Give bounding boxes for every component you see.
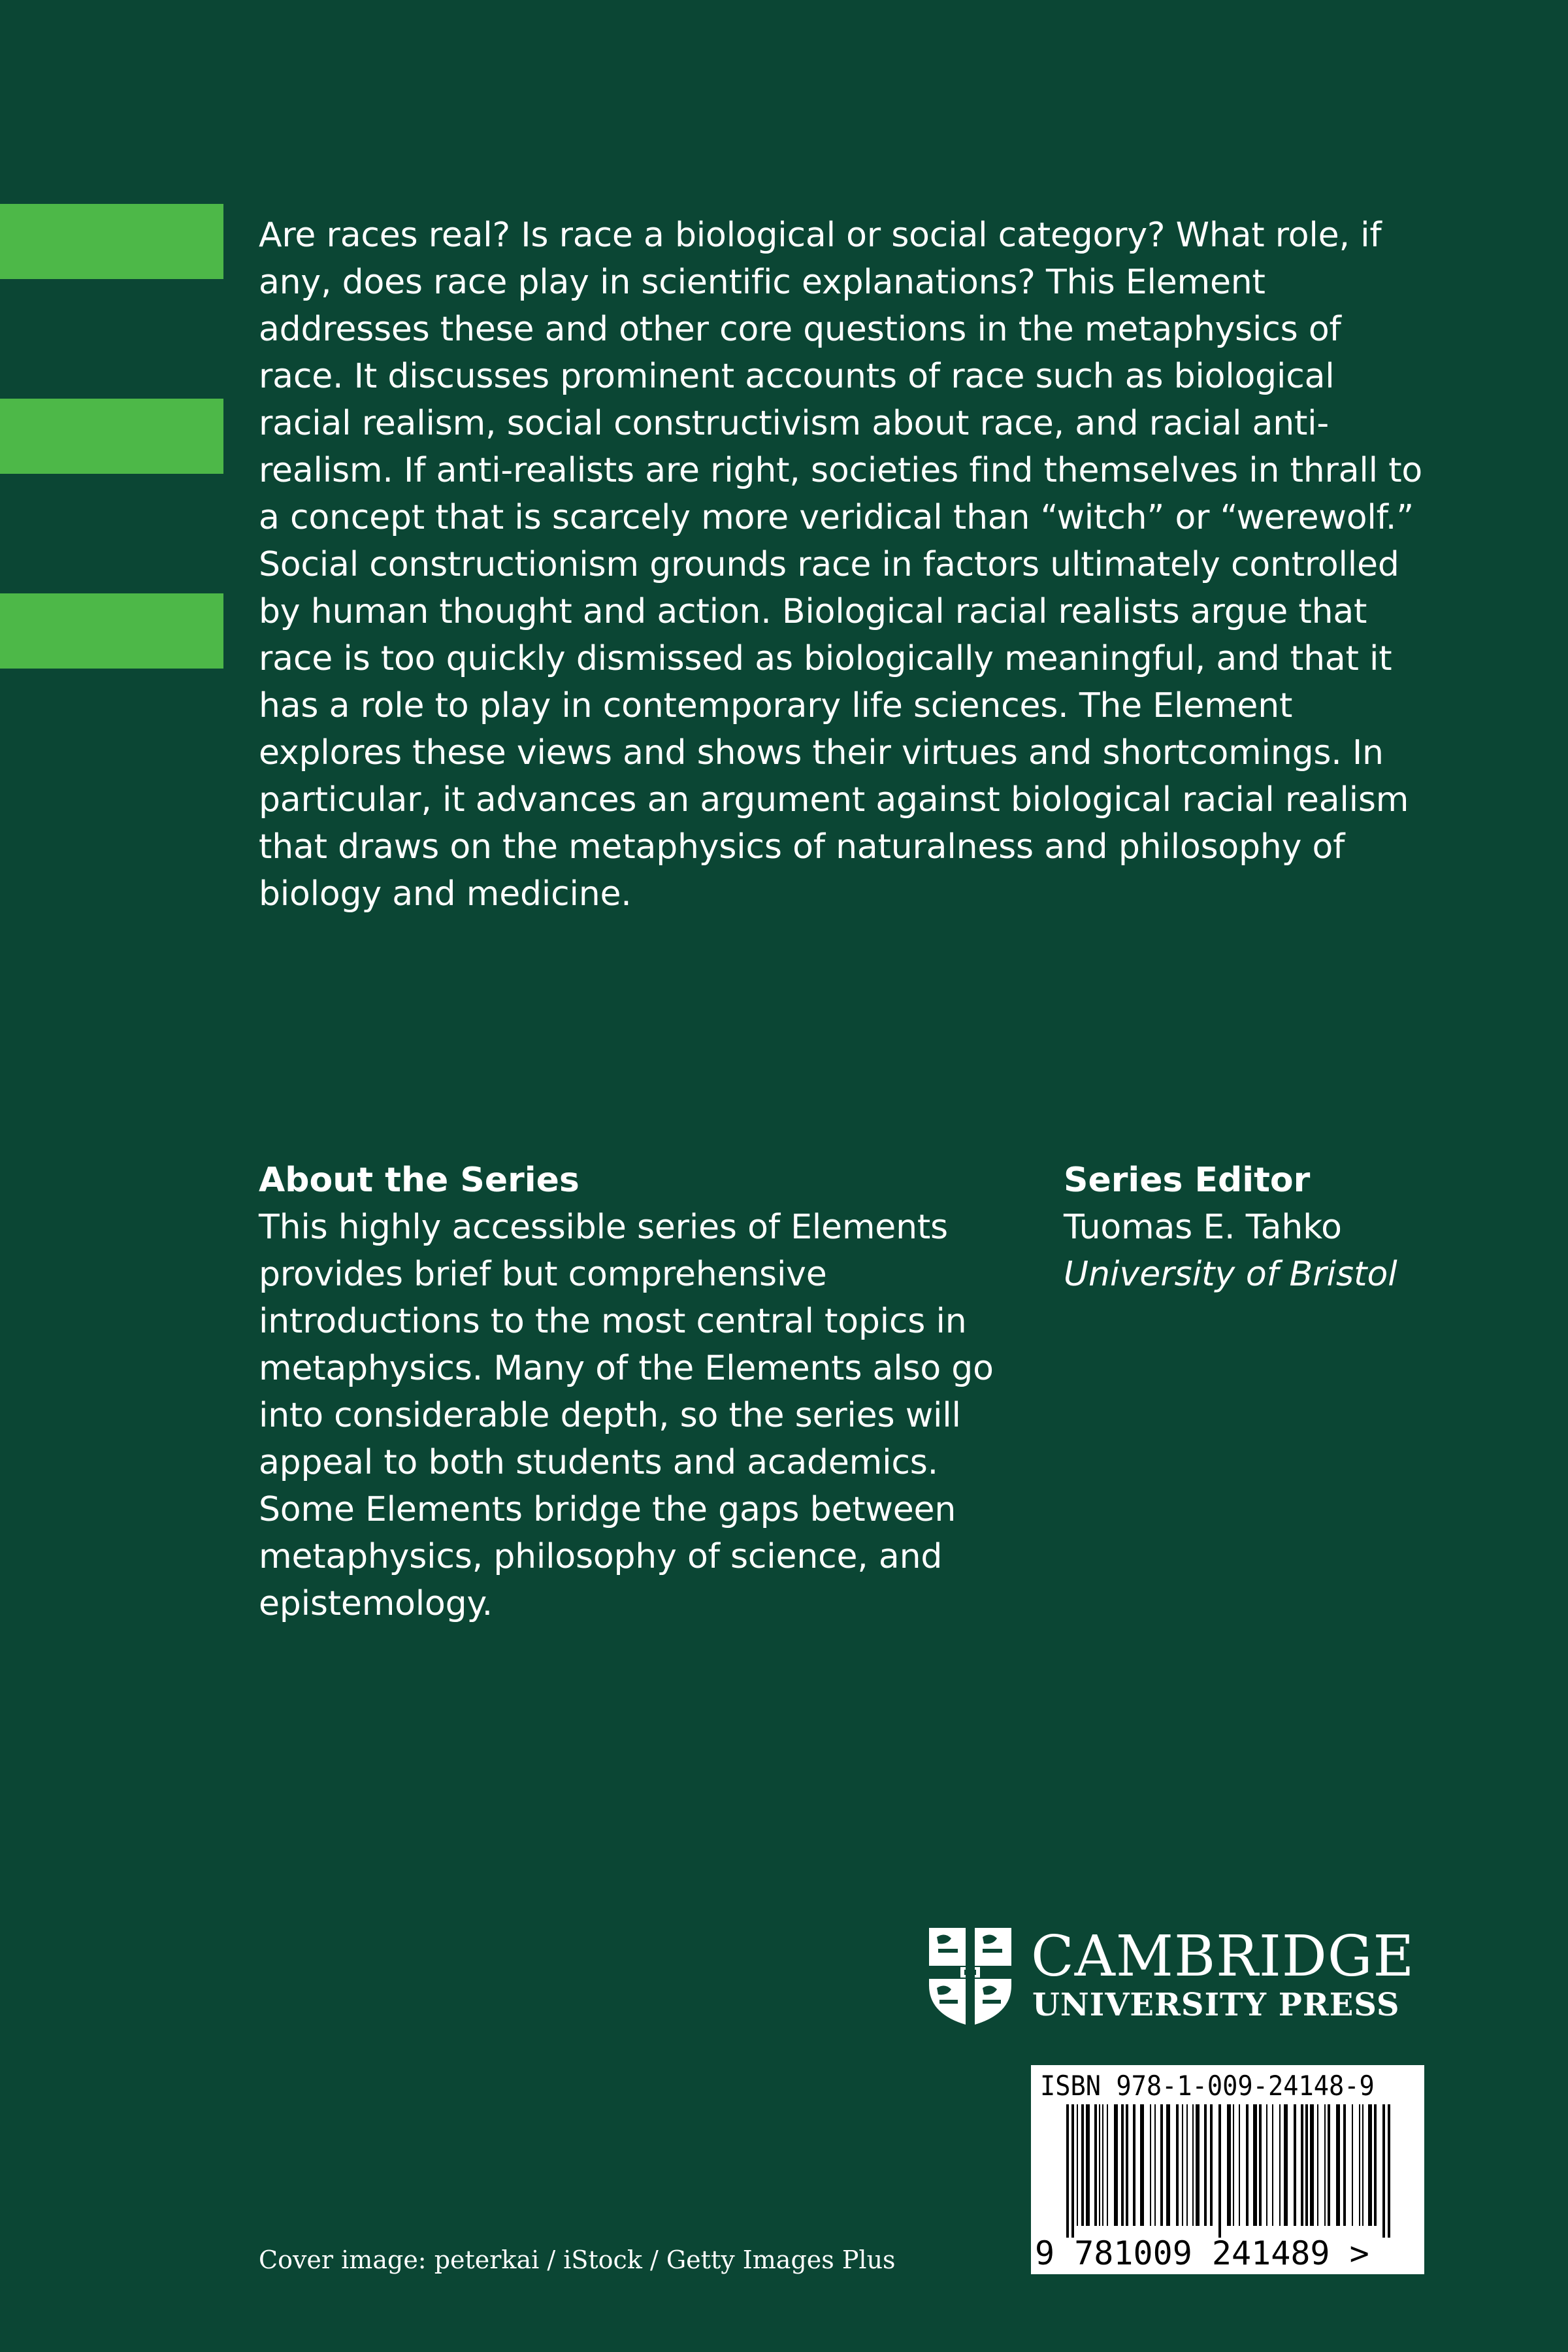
accent-stripe xyxy=(0,399,223,474)
barcode-bar xyxy=(1099,2104,1100,2226)
barcode-bar xyxy=(1294,2104,1296,2226)
about-series-body: This highly accessible series of Elements provides brief but comprehensive introductions to the most central topics in metaphysics. Many of the Elements also go into considerable depth, so the series will appeal to both students and academics. Some Elements bridge the gaps between metaphysics, philosophy of science, and epistemology. xyxy=(259,1208,994,1623)
barcode-bar xyxy=(1186,2104,1188,2226)
barcode-bar xyxy=(1192,2104,1194,2226)
barcode-bar xyxy=(1077,2104,1078,2226)
barcode-bar xyxy=(1133,2104,1135,2226)
book-description: Are races real? Is race a biological or social category? What role, if any, does race play in scientific explanations? This Element addresses these and other core questions in the metaphysics of race. It discusses prominent accounts of race such as biological racial realism, social constructivism about race, and racial anti-realism. If anti-realists are right, societies find themselves in thrall to a concept that is scarcely more veridical than “witch” or “werewolf.” Social constructionism grounds race in factors ultimately controlled by human thought and action. Biological racial realists argue that race is too quickly dismissed as biologically meaningful, and that it has a role to play in contemporary life sciences. The Element explores these views and shows their virtues and shortcomings. In particular, it advances an argument against biological racial realism that draws on the metaphysics of naturalness and philosophy of biology and medicine. xyxy=(259,216,1423,914)
isbn-label: ISBN 978-1-009-24148-9 xyxy=(1040,2070,1375,2102)
about-series-section xyxy=(259,1157,1017,1627)
barcode-bar xyxy=(1246,2104,1249,2226)
barcode-bar xyxy=(1317,2104,1318,2226)
barcode-bar xyxy=(1218,2104,1221,2238)
barcode-bar xyxy=(1121,2104,1124,2226)
accent-stripe xyxy=(0,204,223,279)
barcode-bar xyxy=(1343,2104,1346,2226)
barcode-bar xyxy=(1196,2104,1200,2226)
series-editor-section xyxy=(1064,1157,1508,1298)
barcode-bar xyxy=(1266,2104,1267,2226)
barcode-bars xyxy=(1040,2104,1416,2238)
barcode-bar xyxy=(1388,2104,1390,2238)
barcode-bar xyxy=(1233,2104,1234,2226)
barcode-bar xyxy=(1310,2104,1314,2226)
barcode-bar xyxy=(1126,2104,1128,2226)
barcode-bar xyxy=(1094,2104,1097,2226)
barcode-bar xyxy=(1324,2104,1326,2226)
barcode-bar xyxy=(1166,2104,1170,2226)
barcode-bar xyxy=(1107,2104,1108,2226)
barcode-bar xyxy=(1114,2104,1118,2226)
barcode-bar xyxy=(1081,2104,1084,2226)
publisher-subtitle: UNIVERSITY PRESS xyxy=(1032,1987,1400,2023)
barcode-bar xyxy=(1305,2104,1308,2226)
barcode-bar xyxy=(1359,2104,1360,2226)
barcode-bar xyxy=(1102,2104,1103,2226)
isbn-barcode xyxy=(1031,2065,1424,2274)
barcode-bar xyxy=(1140,2104,1144,2226)
series-editor-affiliation: University of Bristol xyxy=(1064,1255,1397,1294)
barcode-bar xyxy=(1301,2104,1303,2226)
barcode-bar xyxy=(1284,2104,1288,2226)
barcode-bar xyxy=(1336,2104,1340,2226)
barcode-bar xyxy=(1154,2104,1156,2226)
series-editor-heading: Series Editor xyxy=(1064,1161,1311,1200)
barcode-digits: 9 781009 241489 > xyxy=(1035,2234,1369,2272)
barcode-bar xyxy=(1160,2104,1163,2226)
publisher-name: CAMBRIDGE xyxy=(1031,1924,1415,1989)
cover-image-credit: Cover image: peterkai / iStock / Getty Images Plus xyxy=(259,2245,896,2274)
publisher-logo xyxy=(926,1925,1423,2030)
barcode-bar xyxy=(1352,2104,1353,2226)
barcode-bar xyxy=(1204,2104,1207,2226)
barcode-bar xyxy=(1176,2104,1179,2226)
barcode-bar xyxy=(1210,2104,1213,2226)
barcode-bar xyxy=(1362,2104,1364,2226)
barcode-bar xyxy=(1253,2104,1257,2226)
barcode-bar xyxy=(1071,2104,1074,2238)
barcode-bar xyxy=(1239,2104,1240,2226)
barcode-bar xyxy=(1066,2104,1069,2238)
barcode-bar xyxy=(1182,2104,1183,2226)
barcode-bar xyxy=(1259,2104,1262,2226)
barcode-bar xyxy=(1227,2104,1231,2226)
barcode-bar xyxy=(1086,2104,1090,2226)
cambridge-shield-icon xyxy=(926,1925,1014,2027)
barcode-bar xyxy=(1382,2104,1385,2238)
barcode-bar xyxy=(1374,2104,1377,2226)
barcode-bar xyxy=(1368,2104,1372,2226)
barcode-bar xyxy=(1328,2104,1330,2226)
series-editor-name: Tuomas E. Tahko xyxy=(1064,1208,1342,1247)
barcode-bar xyxy=(1272,2104,1273,2226)
accent-stripe xyxy=(0,593,223,669)
barcode-bar xyxy=(1279,2104,1281,2226)
barcode-bar xyxy=(1150,2104,1151,2226)
about-series-heading: About the Series xyxy=(259,1161,580,1200)
